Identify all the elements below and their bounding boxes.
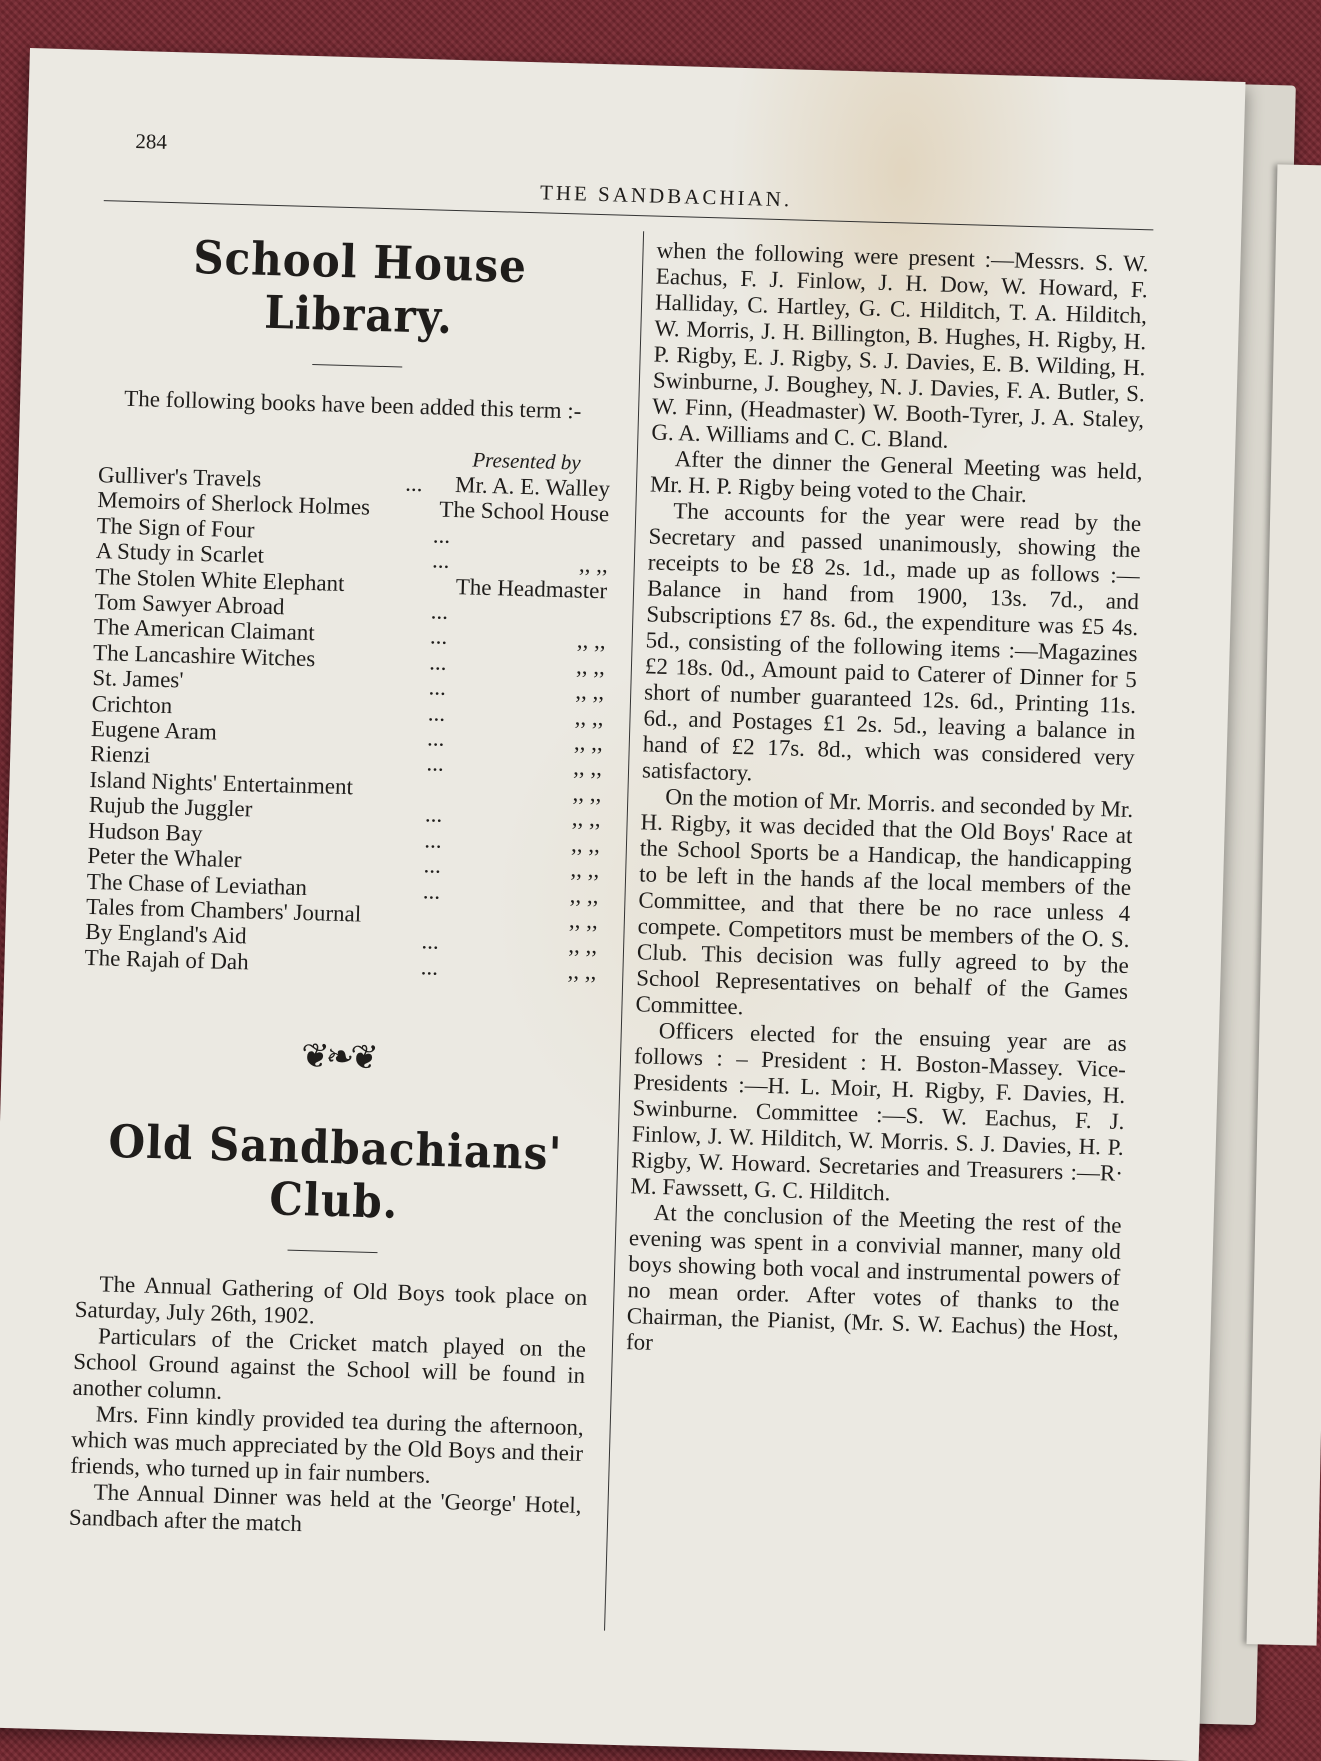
book-list xyxy=(84,437,611,984)
page-number: 284 xyxy=(135,128,168,154)
book-title: Tom Sawyer Abroad xyxy=(94,589,285,620)
book-title: Peter the Whaler xyxy=(87,843,242,873)
title-rule xyxy=(312,364,402,368)
book-dots: ... xyxy=(424,801,443,828)
book-presenter: ,, ,, xyxy=(570,831,601,857)
book-title: Island Nights' Entertainment xyxy=(89,766,354,800)
book-title: Memoirs of Sherlock Holmes xyxy=(97,487,371,521)
book-presenter: ,, ,, xyxy=(568,932,598,959)
book-title: The Sign of Four xyxy=(96,512,255,543)
library-title: School House Library. xyxy=(192,230,528,344)
book-dots: ... xyxy=(426,750,445,777)
right-paragraph: The accounts for the year were read by the Secretary and passed unanimously, showing the receipts to be £8 2s. 1d., made up as follows :—Balance in hand from 1900, 13s. 7d., and Subscriptions £7 8s. 6d., the expenditure was £5 4s. 5d., consisting of the following items :—Magazines £2 18s. 0d., Amount paid to Caterer of Dinner for 5 short of number guaranteed 12s. 6d., Printing 11s. 6d., and Postages £1 2s. 5d., leaving a balance in hand of £2 17s. 8d., which was considered very satisfactory. xyxy=(641,498,1142,786)
book-title: Rujub the Juggler xyxy=(88,792,253,822)
club-paragraph: The Annual Gathering of Old Boys took place on Saturday, July 26th, 1902. xyxy=(74,1271,588,1329)
book-dots xyxy=(386,902,477,930)
book-title: The Stolen White Elephant xyxy=(94,563,345,596)
book-presenter: ,, ,, xyxy=(574,704,604,730)
right-paragraph: At the conclusion of the Meeting the rest of the evening was spent in a convivial manner, many old boys showing both vocal and instrumental powers of no mean order. After votes of thanks to the Chairman, the Pianist, (Mr. S. W. Eachus) the Host, for xyxy=(625,1199,1122,1355)
book-title: Hudson Bay xyxy=(87,817,203,846)
book-title: The Lancashire Witches xyxy=(92,639,316,672)
book-presenter: The School House xyxy=(439,497,610,527)
book-dots: ... xyxy=(431,547,450,574)
running-head: THE SANDBACHIAN. xyxy=(539,180,793,212)
club-paragraph: Particulars of the Cricket match played on the School Ground against the School will be found in another column. xyxy=(72,1323,587,1405)
book-dots xyxy=(389,775,480,803)
book-presenter: ,, ,, xyxy=(572,780,602,807)
book-title: Tales from Chambers' Journal xyxy=(85,893,362,927)
right-paragraph: After the dinner the General Meeting was held, Mr. H. P. Rigby being voted to the Chair. xyxy=(649,446,1143,508)
book-title: Gulliver's Travels xyxy=(97,462,262,492)
book-presenter: ,, ,, xyxy=(578,551,609,578)
floral-ornament-icon: ❦❧❦ xyxy=(300,1038,376,1078)
book-title: St. James' xyxy=(92,665,184,693)
book-title: The Rajah of Dah xyxy=(84,944,250,975)
book-dots: ... xyxy=(428,674,447,701)
club-title: Old Sandbachians' Club. xyxy=(107,1114,564,1229)
book-presenter: ,, ,, xyxy=(575,653,606,680)
library-intro: The following books have been added this term :- xyxy=(123,385,582,424)
book-title: Crichton xyxy=(91,690,173,718)
book-title: Eugene Aram xyxy=(90,716,218,745)
book-presenter: ,, ,, xyxy=(571,805,602,832)
right-column xyxy=(626,238,1149,1369)
book-dots: ... xyxy=(430,598,449,624)
book-dots: ... xyxy=(423,852,442,878)
book-presenter xyxy=(484,600,607,629)
book-dots xyxy=(372,571,456,599)
club-paragraph: Mrs. Finn kindly provided tea during the afternoon, which was much appreciated by the Old Boys and their friends, who turned up in fair numbers. xyxy=(70,1401,585,1488)
book-dots: ... xyxy=(427,700,446,726)
book-dots: ... xyxy=(404,470,423,497)
book-title: The American Claimant xyxy=(93,614,316,646)
book-dots xyxy=(370,495,440,522)
magazine-page xyxy=(0,48,1246,1761)
book-presenter: ,, ,, xyxy=(569,881,599,908)
book-presenter: ,, ,, xyxy=(568,907,599,934)
title-rule xyxy=(288,1250,378,1254)
book-dots: ... xyxy=(421,928,440,955)
book-presenter: Mr. A. E. Walley xyxy=(454,472,611,502)
book-title: A Study in Scarlet xyxy=(95,538,265,568)
book-presenter: ,, ,, xyxy=(573,754,603,781)
book-presenter: ,, ,, xyxy=(570,856,600,883)
book-dots: ... xyxy=(424,827,443,853)
right-paragraph: On the motion of Mr. Morris. and seconded by Mr. H. Rigby, it was decided that the Old Boys' Race at the School Sports be a Handicap, the handicapping to be left in the hands af the local members of the Committee, and that there be no race unless 4 compete. Competitors must be members of the O. S. Club. This decision was fully agreed to by the School Representatives on behalf of the Games Committee. xyxy=(635,784,1134,1020)
book-presenter: The Headmaster xyxy=(455,573,608,603)
book-title: By England's Aid xyxy=(84,919,247,949)
book-presenter: ,, ,, xyxy=(575,678,605,705)
book-presenter xyxy=(486,524,609,553)
book-presenter: ,, ,, xyxy=(573,729,604,756)
book-dots: ... xyxy=(426,725,445,751)
book-dots: ... xyxy=(429,623,448,650)
book-presenter: ,, ,, xyxy=(567,958,597,984)
book-dots: ... xyxy=(420,953,439,980)
book-title: Rienzi xyxy=(89,741,151,769)
right-paragraph: when the following were present :—Messrs. S. W. Eachus, F. J. Finlow, J. H. Dow, W. Howard, F. Halliday, C. Hartley, G. C. Hilditch, T. A. Hilditch, W. Morris, J. H. Billington, B. Hughes, H. Rigby, H. P. Rigby, E. J. Rigby, S. J. Davies, E. B. Wilding, H. Swinburne, J. Boughey, N. J. Davies, F. A. Butler, S. W. Finn, (Headmaster) W. Booth-Tyrer, J. A. Staley, G. A. Williams and C. C. Bland. xyxy=(651,237,1149,453)
book-presenter: ,, ,, xyxy=(576,627,607,654)
book-dots: ... xyxy=(422,877,441,904)
left-column xyxy=(69,222,617,1545)
book-dots: ... xyxy=(429,649,447,675)
right-paragraph: Officers elected for the ensuing year are as follows : – President : H. Boston-Massey. Vice-Presidents :—H. L. Moir, H. Rigby, F. Davies, H. Swinburne. Committee :—S. W. Eachus, F. J. Finlow, J. W. Hilditch, W. Morris. S. J. Davies, H. P. Rigby, W. Howard. Secretaries and Treasurers :—R· M. Fawssett, G. C. Hilditch. xyxy=(630,1017,1127,1206)
book-title: The Chase of Leviathan xyxy=(86,868,308,900)
club-paragraph: The Annual Dinner was held at the 'George' Hotel, Sandbach after the match xyxy=(68,1479,582,1537)
presented-by-label: Presented by xyxy=(472,447,581,475)
book-dots: ... xyxy=(432,522,451,548)
